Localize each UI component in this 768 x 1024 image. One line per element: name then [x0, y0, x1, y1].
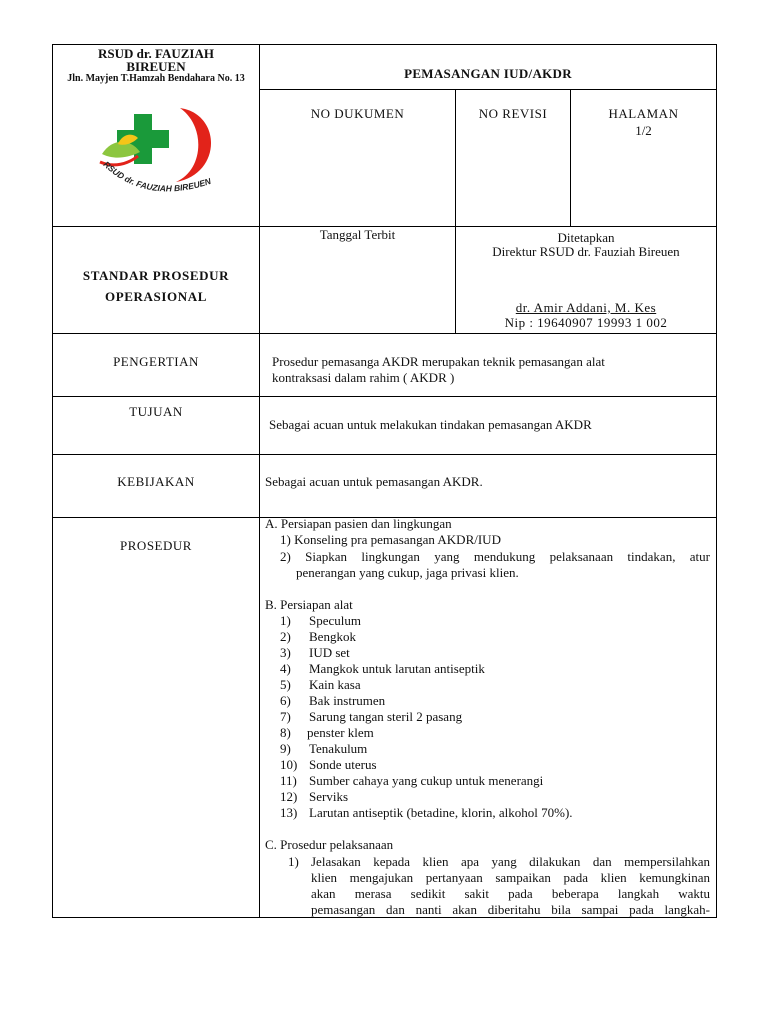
prosedur-c-item-text: akan merasa sedikit sakit pada beberapa langkah waktu [311, 886, 710, 901]
item-number: 9) [280, 741, 291, 756]
hospital-logo [94, 104, 220, 200]
table-line [455, 89, 456, 333]
pengertian-line1: Prosedur pemasanga AKDR merupakan teknik pemasangan alat [272, 354, 605, 369]
item-text: Sonde uterus [309, 757, 377, 772]
table-line [52, 396, 717, 397]
pengertian-label: PENGERTIAN [113, 354, 199, 369]
table-border-top [52, 44, 717, 45]
prosedur-a-item: 1) Konseling pra pemasangan AKDR/IUD [280, 532, 501, 547]
issue-date-label: Tanggal Terbit [319, 227, 396, 242]
item-text: penster klem [307, 725, 374, 740]
item-text: Speculum [309, 613, 361, 628]
item-number: 10) [280, 757, 298, 772]
item-number: 11) [280, 773, 297, 788]
prosedur-a-item-text: 2) Siapkan lingkungan yang mendukung pelaksanaan tindakan, atur [280, 549, 710, 564]
kebijakan-label: KEBIJAKAN [117, 474, 195, 489]
prosedur-c-item-line [311, 902, 710, 917]
item-number: 6) [280, 693, 291, 708]
approved-label: Ditetapkan [557, 230, 615, 245]
item-text: Larutan antiseptik (betadine, klorin, alkohol 70%). [309, 805, 573, 820]
item-number: 7) [280, 709, 291, 724]
item-number: 2) [280, 629, 291, 644]
prosedur-label: PROSEDUR [120, 538, 192, 553]
table-border-bottom [52, 917, 717, 918]
item-text: Bak instrumen [309, 693, 386, 708]
director-name: dr. Amir Addani, M. Kes [515, 300, 657, 315]
prosedur-c-item-text: Jelasakan kepada klien apa yang dilakukan dan mempersilahkan [311, 854, 710, 869]
table-line [259, 89, 717, 90]
page-label: HALAMAN [608, 106, 679, 121]
prosedur-a-item-cont: penerangan yang cukup, jaga privasi klien. [296, 565, 519, 580]
table-line [52, 454, 717, 455]
document-title: PEMASANGAN IUD/AKDR [404, 66, 572, 81]
sop-title-line1: STANDAR PROSEDUR [82, 268, 230, 283]
item-text: Serviks [309, 789, 348, 804]
prosedur-c-item-text: klien mengajukan pertanyaan sampaikan pada klien kemungkinan [311, 870, 710, 885]
item-text: Kain kasa [309, 677, 361, 692]
item-number: 8) [280, 725, 291, 740]
kebijakan-text: Sebagai acuan untuk pemasangan AKDR. [265, 474, 483, 489]
table-line [259, 44, 260, 917]
item-text: Sarung tangan steril 2 pasang [309, 709, 463, 724]
prosedur-c-item-number: 1) [288, 854, 299, 869]
tujuan-label: TUJUAN [129, 404, 183, 419]
hospital-address: Jln. Mayjen T.Hamzah Bendahara No. 13 [67, 73, 245, 84]
prosedur-c-item-line [311, 854, 710, 870]
item-text: Sumber cahaya yang cukup untuk menerangi [309, 773, 544, 788]
item-text: Mangkok untuk larutan antiseptik [309, 661, 485, 676]
pengertian-line2: kontraksasi dalam rahim ( AKDR ) [272, 370, 455, 385]
prosedur-c-title: C. Prosedur pelaksanaan [265, 837, 394, 852]
logo-text: RSUD dr. FAUZIAH BIREUEN [101, 159, 213, 194]
item-text: Bengkok [309, 629, 356, 644]
prosedur-a-title: A. Persiapan pasien dan lingkungan [265, 516, 452, 531]
page-value: 1/2 [635, 123, 652, 138]
table-border-right [716, 44, 717, 917]
item-number: 13) [280, 805, 298, 820]
prosedur-c-item-line [311, 870, 710, 886]
item-number: 1) [280, 613, 291, 628]
hospital-name: RSUD dr. FAUZIAH BIREUEN [98, 46, 214, 74]
item-number: 4) [280, 661, 291, 676]
item-text: Tenakulum [309, 741, 368, 756]
prosedur-b-title: B. Persiapan alat [265, 597, 353, 612]
item-text: IUD set [309, 645, 350, 660]
rev-no-label: NO REVISI [478, 106, 548, 121]
item-number: 5) [280, 677, 291, 692]
sop-title-line2: OPERASIONAL [105, 289, 207, 304]
director-nip: Nip : 19640907 19993 1 002 [504, 315, 668, 330]
table-line [52, 333, 717, 334]
item-number: 12) [280, 789, 298, 804]
prosedur-c-item-line [311, 886, 710, 902]
tujuan-text: Sebagai acuan untuk melakukan tindakan pemasangan AKDR [269, 417, 592, 432]
item-number: 3) [280, 645, 291, 660]
doc-no-label: NO DUKUMEN [310, 106, 405, 121]
director-label: Direktur RSUD dr. Fauziah Bireuen [492, 244, 680, 259]
prosedur-c-item-text: pemasangan dan nanti akan diberitahu bila sampai pada langkah- [311, 902, 710, 917]
prosedur-a-item [280, 549, 710, 565]
